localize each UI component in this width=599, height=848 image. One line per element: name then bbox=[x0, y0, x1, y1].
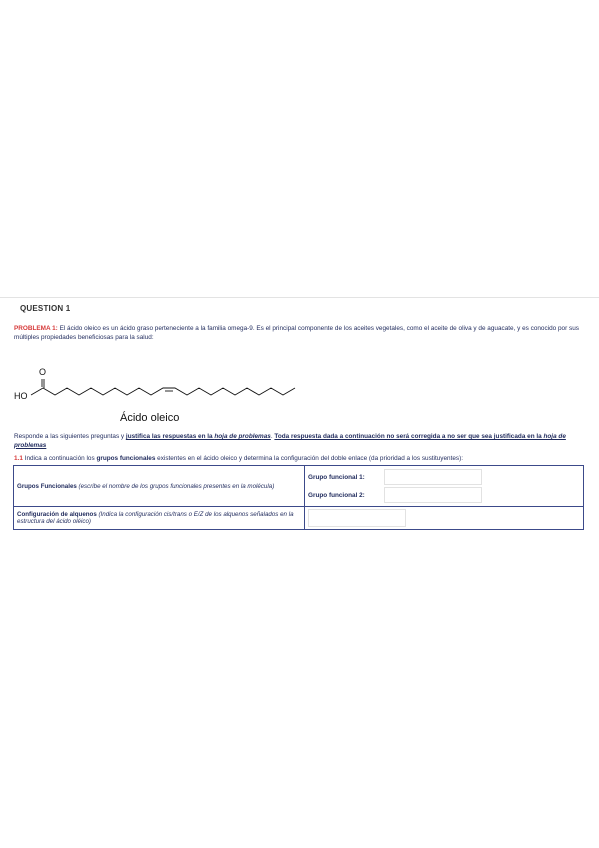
question-title: QUESTION 1 bbox=[20, 304, 71, 313]
problem-text: El ácido oleico es un ácido graso perteneciente a la familia omega-9. Es el principal componente de los aceites vegetales, como el aceite de oliva y de aguacate, y es conocido por sus múltiples propiedades beneficiosas para la salud: bbox=[14, 325, 579, 341]
subquestion-number: 1.1 bbox=[14, 455, 23, 462]
instructions-bold-2-text: Toda respuesta dada a continuación no será corregida a no ser que sea justificada en la bbox=[274, 433, 544, 440]
subquestion bbox=[14, 455, 586, 464]
answer-table bbox=[13, 465, 584, 530]
problem-statement bbox=[14, 324, 586, 342]
grupos-funcionales-cell bbox=[14, 466, 305, 507]
instructions bbox=[14, 433, 586, 450]
configuracion-hint: (Indica la configuración cis/trans o E/Z de los alquenos señalados en la estructura del ácido oléico) bbox=[17, 511, 294, 525]
fg2-line bbox=[308, 486, 580, 504]
instructions-bold-2-italic: hoja de problemas bbox=[14, 433, 566, 449]
page-divider bbox=[0, 297, 599, 298]
instructions-bold-1 bbox=[126, 433, 271, 440]
ho-label: HO bbox=[14, 391, 28, 401]
oleic-acid-structure bbox=[14, 365, 304, 405]
grupos-funcionales-label: Grupos Funcionales bbox=[17, 482, 77, 490]
configuracion-input[interactable] bbox=[308, 509, 406, 527]
oxygen-label: O bbox=[39, 367, 47, 377]
subquestion-text-b: existentes en el ácido oleico y determina la configuración del doble enlace (da prioridad a los sustituyentes): bbox=[155, 455, 464, 462]
table-row bbox=[14, 507, 584, 530]
instructions-bold-1-text: justifica las respuestas en la bbox=[125, 433, 215, 440]
table-row bbox=[14, 466, 584, 507]
fg1-line bbox=[308, 468, 580, 486]
fg2-input[interactable] bbox=[384, 487, 482, 503]
configuracion-answer bbox=[305, 507, 584, 530]
instructions-text: Responde a las siguientes preguntas y bbox=[14, 433, 126, 440]
configuracion-cell bbox=[14, 507, 305, 530]
problem-tag: PROBLEMA 1: bbox=[14, 325, 58, 332]
subquestion-text-a: Indica a continuación los bbox=[22, 455, 97, 462]
fg1-input[interactable] bbox=[384, 469, 482, 485]
instructions-sep: . bbox=[270, 433, 275, 440]
subquestion-bold: grupos funcionales bbox=[96, 455, 156, 462]
grupos-funcionales-answers bbox=[305, 466, 584, 507]
molecule-caption: Ácido oleico bbox=[120, 412, 180, 424]
grupos-funcionales-hint: (escribe el nombre de los grupos funcionales presentes en la molécula) bbox=[76, 482, 275, 490]
fg1-label: Grupo funcional 1: bbox=[308, 473, 365, 481]
fg2-label: Grupo funcional 2: bbox=[308, 491, 365, 499]
instructions-bold-1-italic: hoja de problemas bbox=[214, 433, 271, 440]
configuracion-label: Configuración de alquenos bbox=[17, 511, 97, 518]
